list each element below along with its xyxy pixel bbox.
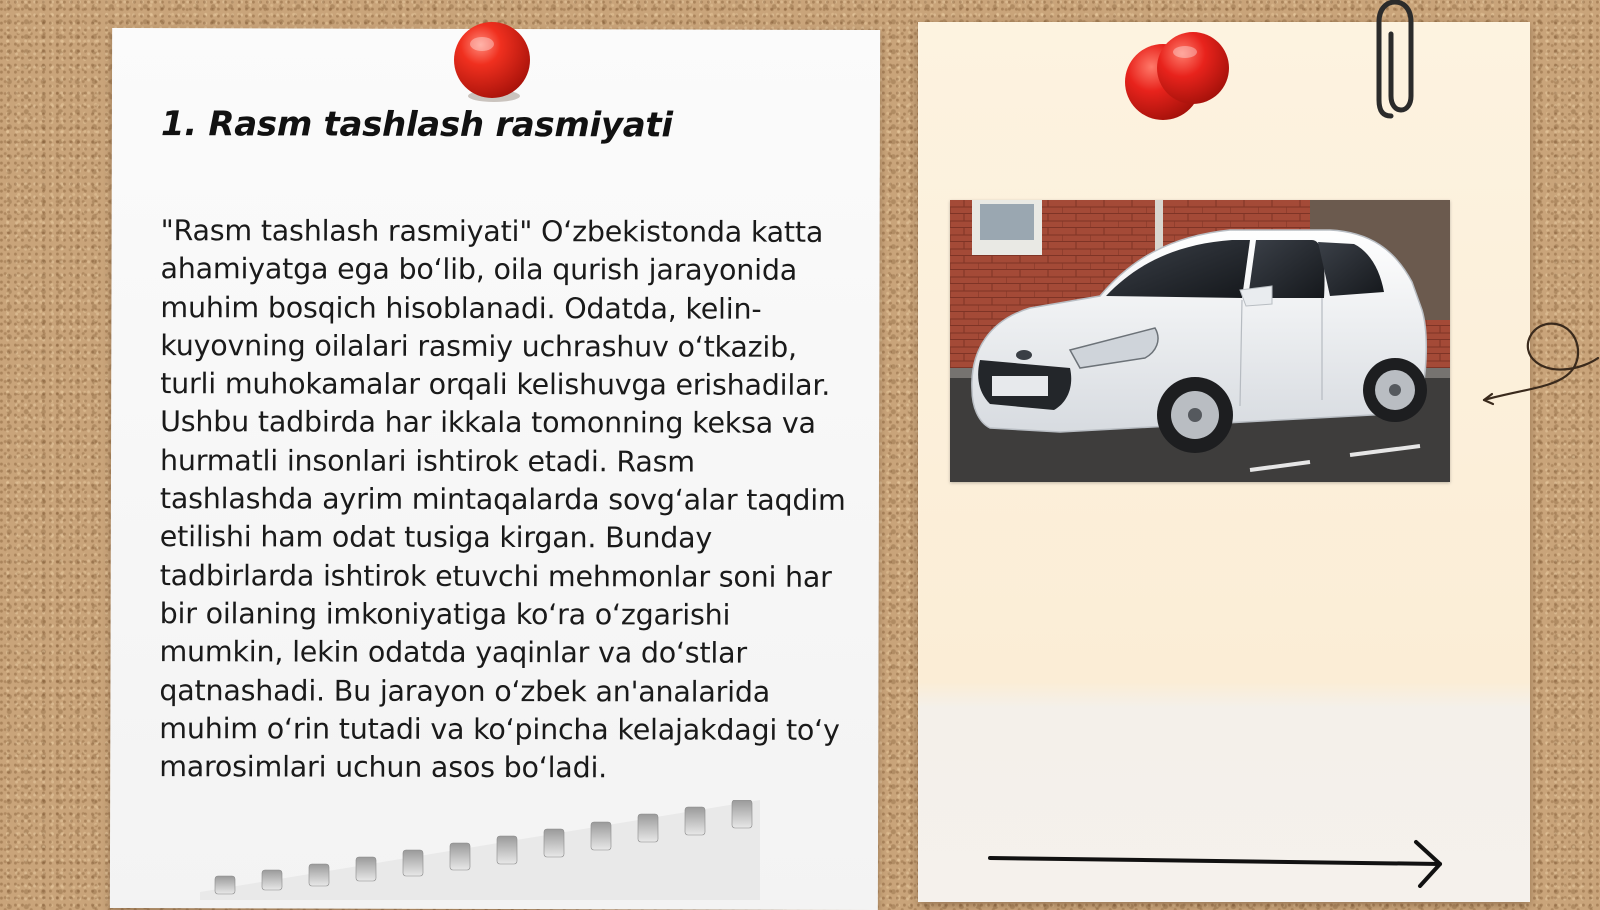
car-photo: [950, 200, 1450, 482]
paperclip-icon: [1373, 0, 1419, 124]
note-body-text: "Rasm tashlash rasmiyati" O‘zbekistonda katta ahamiyatga ega bo‘lib, oila qurish jarayonida muhim bosqich hisoblanadi. Odatda, kelin-kuyovning oilalari rasmiy uchrashuv o‘tkazib, turli muhokamalar orqali kelishuvga erishadilar. Ushbu tadbirda har ikkala tomonning keksa va hurmatli insonlari ishtirok etadi. Rasm tashlashda ayrim mintaqalarda sovg‘alar taqdim etilishi ham odat tusiga kirgan. Bunday tadbirlarda ishtirok etuvchi mehmonlar soni har bir oilaning imkoniyatiga ko‘ra o‘zgarishi mumkin, lekin odatda yaqinlar va do‘stlar qatnashadi. Bu jarayon o‘zbek an'analarida muhim o‘rin tutadi va ko‘pincha kelajakdagi to‘y marosimlari uchun asos bo‘ladi.: [159, 214, 846, 785]
note-paper-left: [110, 28, 880, 910]
arrow-right-icon[interactable]: [988, 838, 1448, 888]
binder-holes: [200, 800, 760, 900]
push-pin-icon: [1123, 30, 1235, 134]
squiggle-doodle-icon: [1480, 310, 1600, 410]
push-pin-icon: [452, 20, 534, 106]
note-title: 1. Rasm tashlash rasmiyati: [160, 104, 673, 146]
